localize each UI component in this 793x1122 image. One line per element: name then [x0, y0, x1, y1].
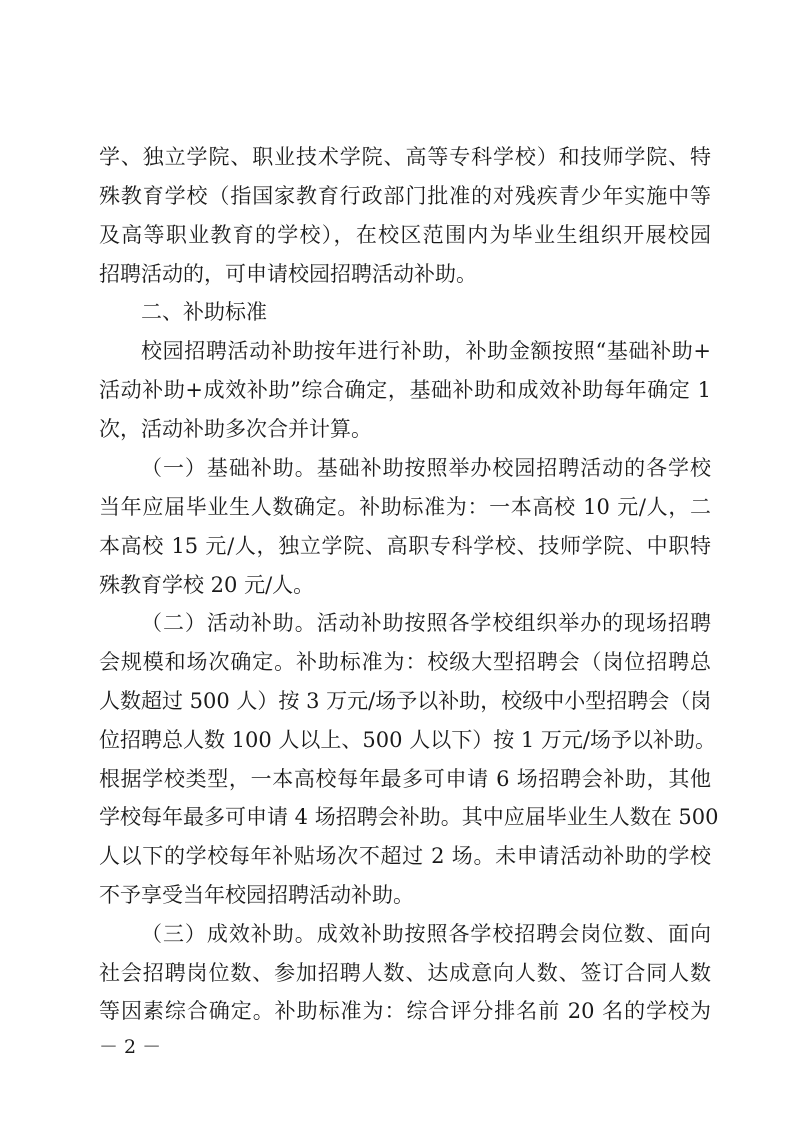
- paragraph-text: 基础补助按照举办校园招聘活动的各学校: [316, 456, 712, 480]
- paragraph-line: 当年应届毕业生人数确定。补助标准为：一本高校 10 元/人，二: [99, 495, 711, 519]
- subsection-lead: （三）成效补助。: [141, 922, 317, 946]
- paragraph-line: 人数超过 500 人）按 3 万元/场予以补助，校级中小型招聘会（岗: [99, 689, 712, 713]
- paragraph-line: 会规模和场次确定。补助标准为：校级大型招聘会（岗位招聘总: [99, 650, 711, 674]
- subsection-lead: （二）活动补助。: [141, 611, 317, 635]
- paragraph-line: [141, 610, 711, 637]
- section-heading: 二、补助标准: [141, 300, 267, 324]
- paragraph-line: 不予享受当年校园招聘活动补助。: [99, 883, 414, 907]
- paragraph-text: 活动补助按照各学校组织举办的现场招聘: [316, 611, 712, 635]
- paragraph-line: 校园招聘活动补助按年进行补助，补助金额按照“基础补助+: [141, 339, 711, 363]
- paragraph-line: 招聘活动的，可申请校园招聘活动补助。: [99, 262, 477, 286]
- paragraph-line: 人以下的学校每年补贴场次不超过 2 场。未申请活动补助的学校: [99, 844, 711, 868]
- paragraph-line: 本高校 15 元/人，独立学院、高职专科学校、技师学院、中职特: [99, 534, 711, 558]
- paragraph-line: 等因素综合确定。补助标准为：综合评分排名前 20 名的学校为: [99, 999, 711, 1023]
- paragraph-line: 殊教育学校（指国家教育行政部门批准的对残疾青少年实施中等: [99, 184, 711, 208]
- paragraph-line: 根据学校类型，一本高校每年最多可申请 6 场招聘会补助，其他: [99, 767, 711, 791]
- paragraph-line: 及高等职业教育的学校），在校区范围内为毕业生组织开展校园: [99, 223, 711, 247]
- paragraph-text: 成效补助按照各学校招聘会岗位数、面向: [316, 922, 712, 946]
- paragraph-line: [141, 921, 711, 948]
- paragraph-line: 社会招聘岗位数、参加招聘人数、达成意向人数、签订合同人数: [99, 961, 711, 985]
- paragraph-line: 学、独立学院、职业技术学院、高等专科学校）和技师学院、特: [99, 145, 711, 169]
- paragraph-line: 殊教育学校 20 元/人。: [99, 573, 315, 597]
- subsection-lead: （一）基础补助。: [141, 456, 317, 480]
- page-number: － 2 －: [99, 1036, 162, 1058]
- paragraph-line: [141, 455, 711, 482]
- paragraph-line: 活动补助+成效补助”综合确定，基础补助和成效补助每年确定 1: [99, 378, 711, 402]
- paragraph-line: 次，活动补助多次合并计算。: [99, 417, 372, 441]
- paragraph-line: 学校每年最多可申请 4 场招聘会补助。其中应届毕业生人数在 500: [99, 805, 719, 829]
- paragraph-line: 位招聘总人数 100 人以上、500 人以下）按 1 万元/场予以补助。: [99, 728, 716, 752]
